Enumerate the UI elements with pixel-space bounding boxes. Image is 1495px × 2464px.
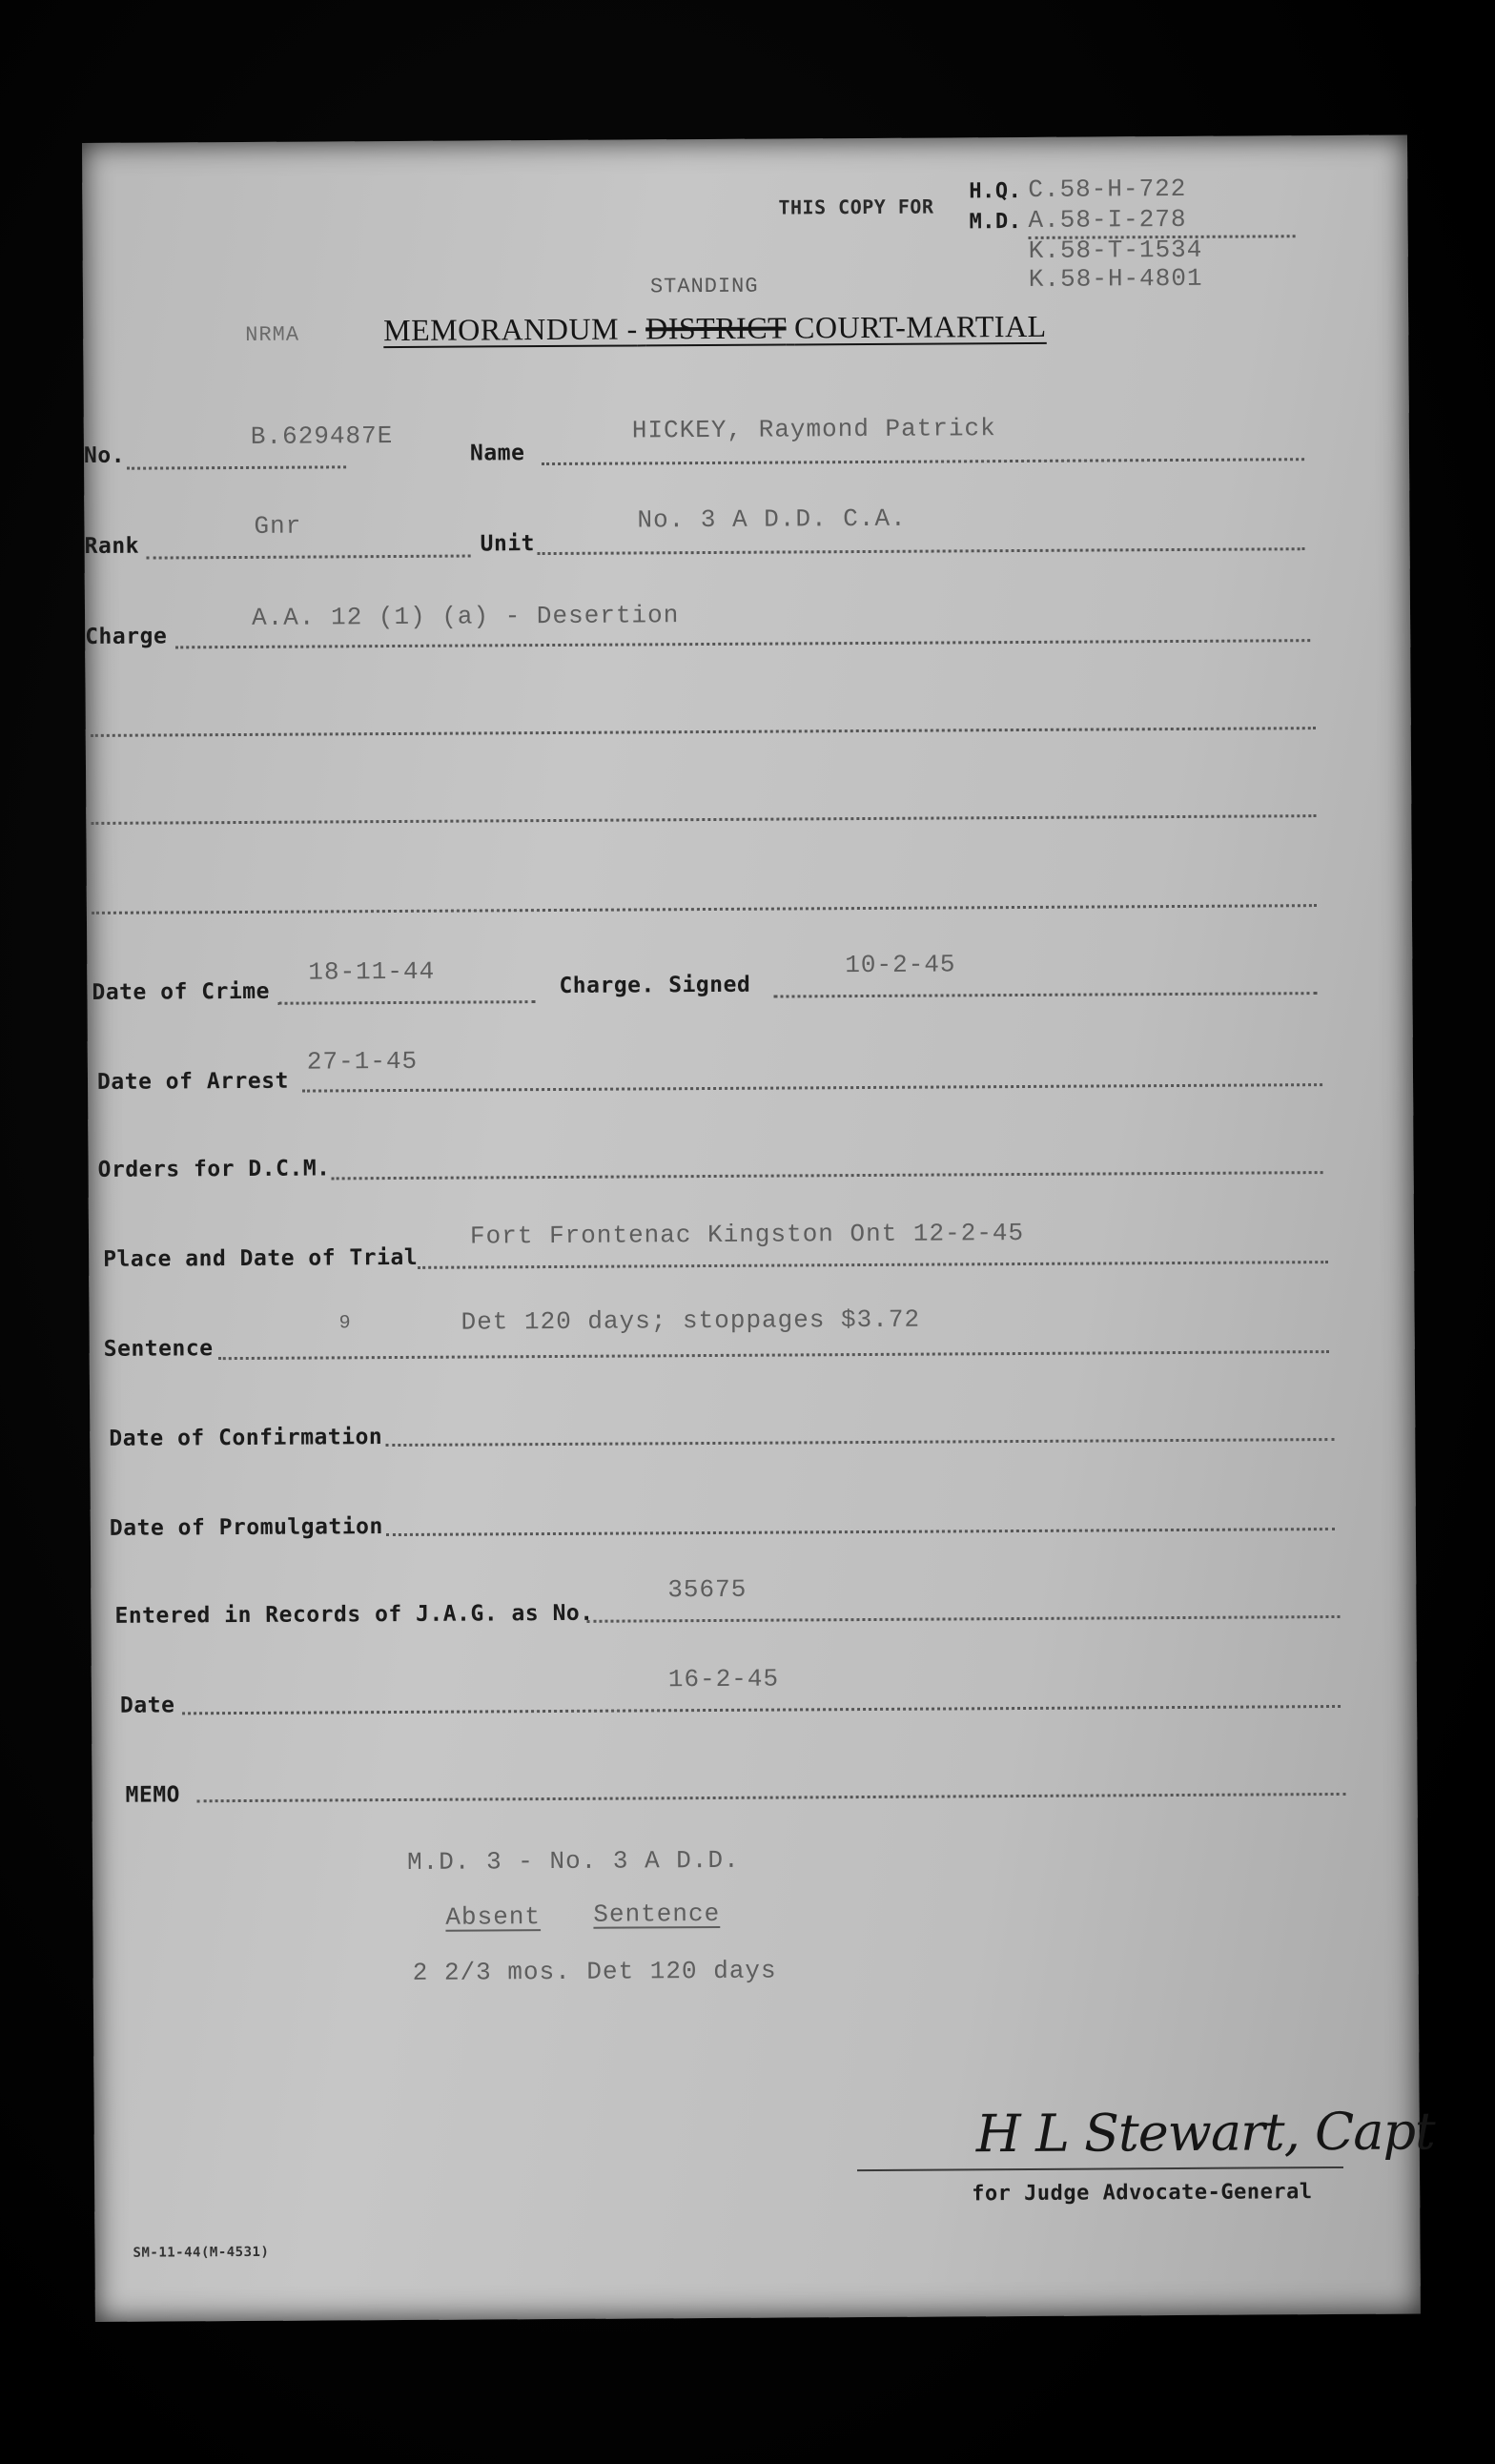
charge-rule-4 bbox=[92, 904, 1317, 914]
date-arrest-value: 27-1-45 bbox=[306, 1046, 419, 1077]
orders-rule bbox=[332, 1171, 1323, 1180]
memo-label: MEMO bbox=[125, 1782, 181, 1808]
charge-label: Charge bbox=[85, 624, 168, 649]
confirmation-label: Date of Confirmation bbox=[109, 1425, 383, 1451]
page-title bbox=[383, 309, 1047, 348]
charge-value: A.A. 12 (1) (a) - Desertion bbox=[251, 601, 680, 632]
ref-k2: K.58-H-4801 bbox=[1028, 263, 1203, 294]
md-ref: A.58-I-278 bbox=[1028, 204, 1187, 235]
handwritten-signature: H L Stewart, Capt bbox=[975, 2101, 1435, 2165]
date-arrest-label: Date of Arrest bbox=[96, 1068, 289, 1095]
rank-rule bbox=[147, 555, 471, 560]
date-label: Date bbox=[119, 1693, 175, 1718]
charge-signed-label: Charge. Signed bbox=[559, 972, 751, 998]
memo-sentence: Sentence bbox=[593, 1899, 721, 1929]
memo-absent: Absent bbox=[445, 1902, 542, 1932]
hq-prefix: H.Q. bbox=[969, 178, 1022, 204]
sentence-value: Det 120 days; stoppages $3.72 bbox=[461, 1304, 921, 1337]
no-value: B.629487E bbox=[250, 421, 394, 451]
sentence-mark: 9 bbox=[338, 1312, 352, 1335]
charge-signed-rule bbox=[773, 992, 1317, 997]
sentence-rule bbox=[218, 1350, 1329, 1360]
date-crime-label: Date of Crime bbox=[92, 978, 271, 1005]
rank-value: Gnr bbox=[254, 511, 302, 541]
no-rule bbox=[127, 465, 346, 469]
charge-rule-1 bbox=[175, 639, 1310, 648]
charge-signed-value: 10-2-45 bbox=[845, 950, 956, 980]
charge-rule-2 bbox=[91, 727, 1316, 737]
title-left: MEMORANDUM - bbox=[383, 311, 638, 348]
nrma-stamp: NRMA bbox=[245, 322, 300, 347]
ref-k1: K.58-T-1534 bbox=[1028, 235, 1203, 265]
rank-label: Rank bbox=[84, 533, 140, 559]
charge-rule-3 bbox=[91, 814, 1316, 825]
confirmation-rule bbox=[385, 1438, 1334, 1447]
date-crime-rule bbox=[278, 1000, 536, 1005]
hq-ref: C.58-H-722 bbox=[1028, 174, 1187, 204]
title-struck: DISTRICT bbox=[645, 310, 787, 346]
date-crime-value: 18-11-44 bbox=[308, 956, 436, 987]
jag-label: Entered in Records of J.A.G. as No. bbox=[114, 1600, 594, 1629]
copy-for-label: THIS COPY FOR bbox=[778, 195, 934, 219]
date-value: 16-2-45 bbox=[667, 1664, 780, 1694]
date-arrest-rule bbox=[302, 1083, 1322, 1093]
name-label: Name bbox=[469, 441, 525, 466]
date-rule bbox=[182, 1705, 1341, 1715]
title-inserted: STANDING bbox=[649, 274, 759, 299]
place-rule bbox=[418, 1261, 1328, 1269]
promulgation-label: Date of Promulgation bbox=[109, 1514, 383, 1541]
jag-rule bbox=[586, 1615, 1340, 1623]
form-code: SM-11-44(M-4531) bbox=[133, 2244, 270, 2261]
signature-caption: for Judge Advocate-General bbox=[972, 2180, 1313, 2207]
no-label: No. bbox=[83, 442, 126, 468]
memo-line-1: M.D. 3 - No. 3 A D.D. bbox=[406, 1845, 740, 1877]
unit-rule bbox=[538, 547, 1305, 555]
jag-value: 35675 bbox=[667, 1574, 748, 1605]
memo-line-3: 2 2/3 mos. Det 120 days bbox=[412, 1956, 777, 1987]
title-right: COURT-MARTIAL bbox=[793, 308, 1047, 345]
memorandum-form bbox=[82, 135, 1435, 2322]
promulgation-rule bbox=[386, 1528, 1335, 1536]
signature-line bbox=[857, 2166, 1343, 2171]
name-rule bbox=[542, 458, 1304, 465]
unit-value: No. 3 A D.D. C.A. bbox=[637, 503, 907, 535]
memo-rule bbox=[197, 1793, 1346, 1802]
md-prefix: M.D. bbox=[969, 209, 1022, 235]
unit-label: Unit bbox=[480, 531, 536, 557]
orders-label: Orders for D.C.M. bbox=[97, 1156, 331, 1182]
place-label: Place and Date of Trial bbox=[103, 1244, 419, 1272]
place-value: Fort Frontenac Kingston Ont 12-2-45 bbox=[469, 1218, 1025, 1251]
name-value: HICKEY, Raymond Patrick bbox=[631, 414, 996, 445]
sentence-label: Sentence bbox=[103, 1336, 214, 1362]
